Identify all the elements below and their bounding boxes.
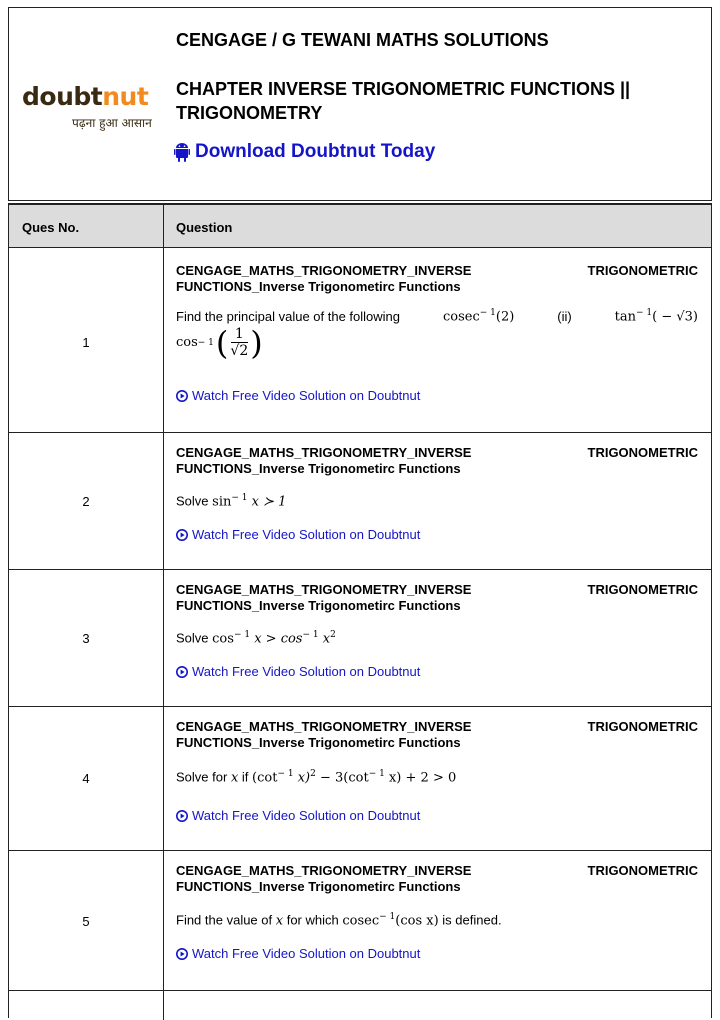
page-title: CENGAGE / G TEWANI MATHS SOLUTIONS: [176, 30, 549, 50]
document-header: [8, 7, 712, 201]
table-header: [9, 205, 711, 248]
question-number: 1: [82, 335, 90, 350]
doubtnut-logo: [22, 82, 162, 134]
question-number: 2: [82, 494, 90, 509]
question-topic: CENGAGE_MATHS_TRIGONOMETRY_INVERSE TRIGONOMETRIC FUNCTIONS_Inverse Trigonometirc Functions: [176, 445, 698, 476]
play-circle-icon: [176, 948, 188, 960]
question-number: 4: [82, 771, 90, 786]
table-row: [9, 707, 711, 851]
fraction: $\frac{1}{√2}$: [230, 326, 249, 360]
android-icon: [174, 142, 190, 162]
question-text: Solve $\sin^{- 1} x$ ≻ 1: [176, 493, 287, 510]
logo-word-doubt: doubt: [22, 82, 103, 111]
table-row: [9, 248, 711, 433]
table-row: [9, 433, 711, 570]
column-header-ques-no: Ques No.: [22, 220, 80, 235]
watch-video-link[interactable]: Watch Free Video Solution on Doubtnut: [176, 664, 420, 679]
watch-video-link[interactable]: Watch Free Video Solution on Doubtnut: [176, 527, 420, 542]
play-circle-icon: [176, 529, 188, 541]
chapter-title: CHAPTER INVERSE TRIGONOMETRIC FUNCTIONS || TRIGONOMETRY: [176, 79, 631, 123]
play-circle-icon: [176, 810, 188, 822]
question-topic: CENGAGE_MATHS_TRIGONOMETRY_INVERSE TRIGONOMETRIC FUNCTIONS_Inverse Trigonometirc Functions: [176, 263, 698, 294]
question-topic: CENGAGE_MATHS_TRIGONOMETRY_INVERSE TRIGONOMETRIC FUNCTIONS_Inverse Trigonometirc Functions: [176, 863, 698, 894]
table-row: [9, 570, 711, 707]
question-number: 5: [82, 914, 90, 929]
question-number: 3: [82, 631, 90, 646]
play-circle-icon: [176, 666, 188, 678]
watch-video-link[interactable]: Watch Free Video Solution on Doubtnut: [176, 388, 420, 403]
download-label: Download Doubtnut Today: [195, 141, 436, 162]
table-row: [9, 851, 711, 991]
column-header-question: Question: [176, 220, 233, 235]
logo-word-nut: nut: [102, 82, 149, 111]
question-topic: CENGAGE_MATHS_TRIGONOMETRY_INVERSE TRIGONOMETRIC FUNCTIONS_Inverse Trigonometirc Functions: [176, 582, 698, 613]
questions-table: [8, 203, 712, 1018]
question-text: Solve for x if ($\cot^{- 1}$ $x)^2 - 3(\cot^{- 1}$ x) + 2 > 0: [176, 769, 457, 786]
download-doubtnut-link[interactable]: [174, 141, 435, 163]
question-topic: CENGAGE_MATHS_TRIGONOMETRY_INVERSE TRIGONOMETRIC FUNCTIONS_Inverse Trigonometirc Functions: [176, 719, 698, 750]
watch-video-link[interactable]: Watch Free Video Solution on Doubtnut: [176, 808, 420, 823]
question-text: Find the principal value of the following cosec$^{- 1}$(2) (ii) $\tan^{- 1}( - √3)$ cos − 1 ( $\frac{1}{√2}$ ): [176, 308, 698, 362]
logo-tagline: पढ़ना हुआ आसान: [72, 116, 152, 130]
question-text: Solve $\cos^{- 1} x > \cos^{- 1} x^2$: [176, 630, 336, 647]
play-circle-icon: [176, 390, 188, 402]
question-text: Find the value of x for which cosec$^{- 1}$(cos x) is defined.: [176, 912, 502, 929]
watch-video-link[interactable]: Watch Free Video Solution on Doubtnut: [176, 946, 420, 961]
